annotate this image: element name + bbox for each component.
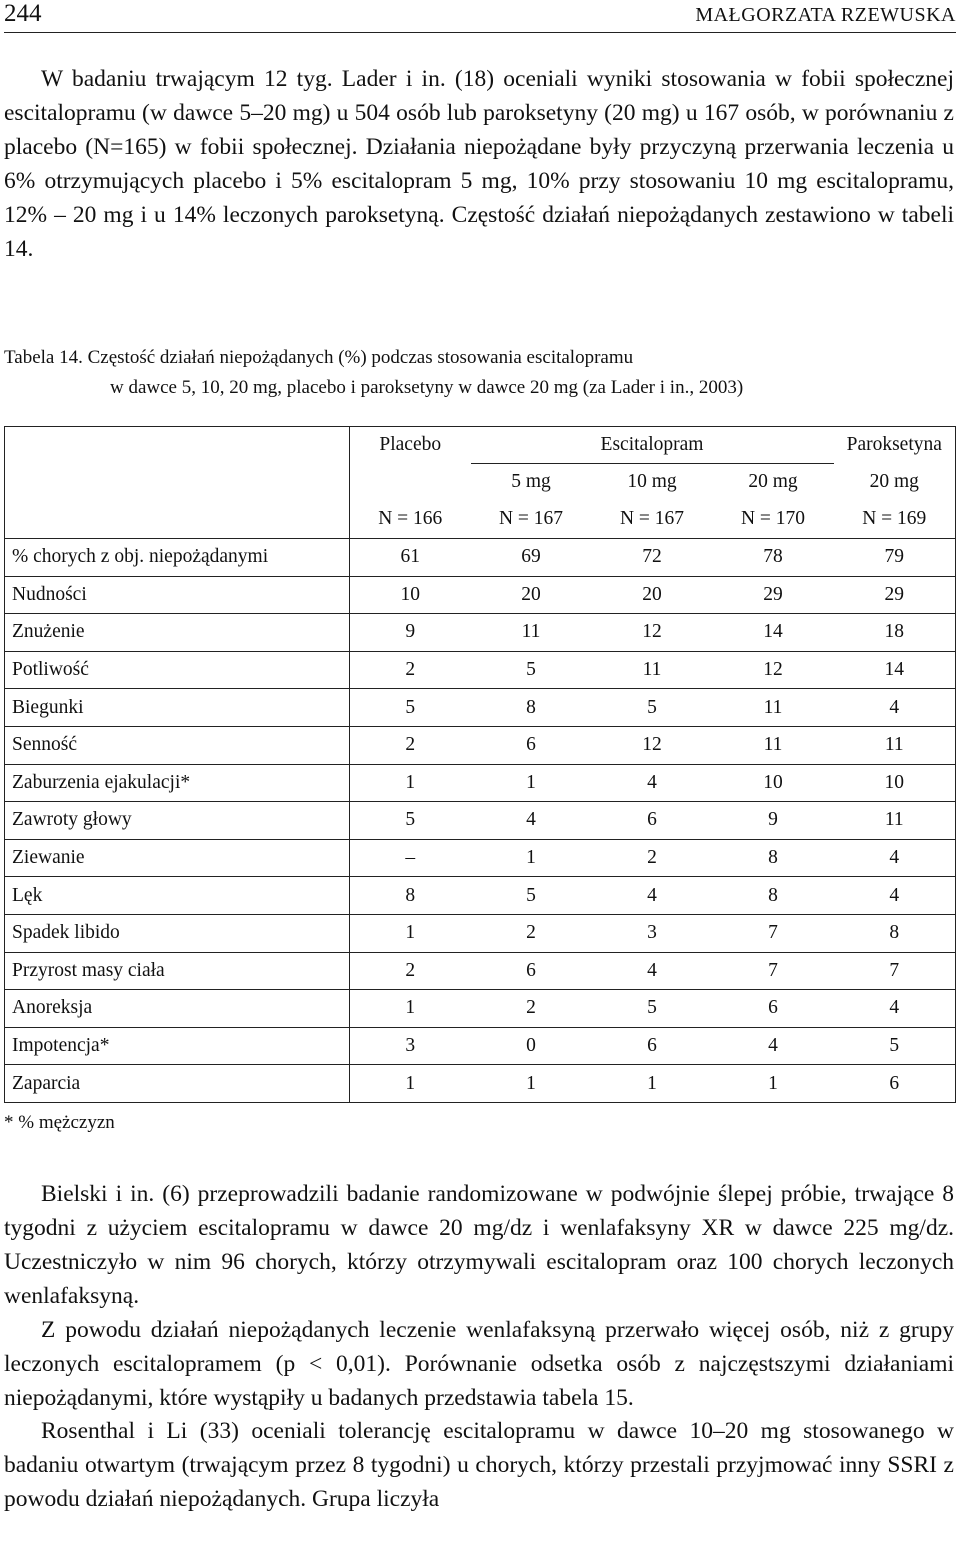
table-cell: 7	[834, 952, 956, 990]
header-dose-10mg: 10 mg	[592, 464, 713, 501]
table-footnote: * % mężczyzn	[4, 1112, 115, 1133]
table-row	[5, 651, 956, 689]
table-cell: 2	[350, 952, 471, 990]
table-cell: 29	[834, 576, 956, 614]
table-cell: 78	[713, 539, 834, 577]
row-label: Potliwość	[5, 651, 350, 689]
table-caption-line-2: w dawce 5, 10, 20 mg, placebo i paroksetyny w dawce 20 mg (za Lader i in., 2003)	[110, 377, 744, 398]
table-cell: 8	[350, 877, 471, 915]
table-cell: 1	[350, 1065, 471, 1103]
header-empty-cell	[5, 427, 350, 539]
table-row	[5, 764, 956, 802]
row-label: Lęk	[5, 877, 350, 915]
row-label: Zaparcia	[5, 1065, 350, 1103]
row-label: Nudności	[5, 576, 350, 614]
table-cell: 5	[350, 689, 471, 727]
table-cell: 12	[592, 614, 713, 652]
table-cell: 6	[592, 802, 713, 840]
table-row	[5, 689, 956, 727]
row-label: Anoreksja	[5, 990, 350, 1028]
adverse-events-table	[4, 426, 956, 1103]
table-cell: 1	[592, 1065, 713, 1103]
table-cell: 69	[471, 539, 592, 577]
table-cell: 4	[592, 877, 713, 915]
table-cell: 1	[350, 990, 471, 1028]
row-label: Ziewanie	[5, 839, 350, 877]
table-cell: 72	[592, 539, 713, 577]
table-cell: 7	[713, 952, 834, 990]
table-cell: 20	[471, 576, 592, 614]
table-cell: 6	[471, 952, 592, 990]
table-cell: 11	[834, 726, 956, 764]
table-cell: 1	[471, 839, 592, 877]
table-cell: 11	[713, 726, 834, 764]
table-row	[5, 576, 956, 614]
table-cell: 2	[350, 651, 471, 689]
row-label: Zawroty głowy	[5, 802, 350, 840]
paragraph-1: W badaniu trwającym 12 tyg. Lader i in. (18) oceniali wyniki stosowania w fobii społecznej escitalopramu (w dawce 5–20 mg) u 504 osób lub paroksetyny (20 mg) u 167 osób, w porównaniu z placebo (N=165) w fobii społecznej. Działania niepożądane były przyczyną przerwania leczenia u 6% otrzymujących placebo i 5% escitalopram 5 mg, 10% przy stosowaniu 10 mg escitalopramu, 12% – 20 mg i u 14% leczonych paroksetyną. Częstość działań niepożądanych zestawiono w tabeli 14.	[4, 66, 954, 262]
table-caption	[4, 343, 954, 403]
table-cell: 4	[592, 952, 713, 990]
table-cell: 10	[713, 764, 834, 802]
table-cell: 79	[834, 539, 956, 577]
table-cell: 10	[834, 764, 956, 802]
table-cell: 6	[713, 990, 834, 1028]
table-cell: 4	[834, 877, 956, 915]
row-label: % chorych z obj. niepożądanymi	[5, 539, 350, 577]
row-label: Zaburzenia ejakulacji*	[5, 764, 350, 802]
table-cell: 29	[713, 576, 834, 614]
table-cell: 2	[350, 726, 471, 764]
row-label: Senność	[5, 726, 350, 764]
table-cell: 5	[592, 689, 713, 727]
table-cell: 11	[471, 614, 592, 652]
table-cell: 3	[592, 914, 713, 952]
table-cell: 4	[834, 990, 956, 1028]
table-cell: 5	[592, 990, 713, 1028]
table-cell: 11	[834, 802, 956, 840]
table-cell: 1	[350, 914, 471, 952]
table-cell: 18	[834, 614, 956, 652]
table-row	[5, 614, 956, 652]
row-label: Znużenie	[5, 614, 350, 652]
table-cell: 4	[592, 764, 713, 802]
table-cell: 12	[592, 726, 713, 764]
table-cell: 1	[471, 1065, 592, 1103]
table-cell: 6	[471, 726, 592, 764]
table-cell: 1	[350, 764, 471, 802]
table-cell: 8	[713, 839, 834, 877]
table-cell: 6	[592, 1027, 713, 1065]
table-cell: 14	[713, 614, 834, 652]
table-cell: 12	[713, 651, 834, 689]
table-cell: 2	[471, 990, 592, 1028]
table-cell: 4	[834, 839, 956, 877]
table-cell: 0	[471, 1027, 592, 1065]
table-row	[5, 802, 956, 840]
running-header	[4, 0, 956, 33]
table-row	[5, 914, 956, 952]
header-n-esc10: N = 167	[619, 508, 685, 529]
table-cell: 4	[834, 689, 956, 727]
page-number: 244	[4, 0, 42, 27]
header-n-esc20: N = 170	[740, 508, 806, 529]
table-row	[5, 539, 956, 577]
row-label: Spadek libido	[5, 914, 350, 952]
header-paroksetyna: Paroksetyna	[846, 434, 942, 456]
row-label: Przyrost masy ciała	[5, 952, 350, 990]
table-row	[5, 952, 956, 990]
table-cell: 4	[713, 1027, 834, 1065]
table-cell: 11	[592, 651, 713, 689]
table-cell: 10	[350, 576, 471, 614]
table-cell: 5	[471, 651, 592, 689]
table-cell: 7	[713, 914, 834, 952]
table-cell: 8	[471, 689, 592, 727]
running-head-author: MAŁGORZATA RZEWUSKA	[695, 4, 956, 26]
table-cell: 8	[713, 877, 834, 915]
table-cell: 1	[471, 764, 592, 802]
table-row	[5, 839, 956, 877]
paragraph-2: Bielski i in. (6) przeprowadzili badanie randomizowane w podwójnie ślepej próbie, trwające 8 tygodni z użyciem escitalopramu w dawce 20 mg/dz i wenlafaksyny XR w dawce 225 mg/dz. Uczestniczyło w nim 96 chorych, którzy otrzymywali escitalopram oraz 100 chorych leczonych wenlafaksyną.	[4, 1181, 954, 1309]
table-cell: 4	[471, 802, 592, 840]
header-dose-5mg: 5 mg	[471, 464, 592, 501]
header-n-placebo: N = 166	[378, 508, 443, 529]
table-row	[5, 726, 956, 764]
table-cell: 20	[592, 576, 713, 614]
table-cell: 5	[834, 1027, 956, 1065]
table-row	[5, 877, 956, 915]
table-cell: 14	[834, 651, 956, 689]
header-row-groups	[5, 427, 956, 464]
table-cell: 5	[350, 802, 471, 840]
table-cell: 3	[350, 1027, 471, 1065]
header-n-esc5: N = 167	[498, 508, 564, 529]
header-n-parox: N = 169	[862, 508, 927, 529]
header-dose-20mg: 20 mg	[713, 464, 834, 501]
row-label: Biegunki	[5, 689, 350, 727]
table-cell: 9	[713, 802, 834, 840]
table-cell: 6	[834, 1065, 956, 1103]
table-cell: 5	[471, 877, 592, 915]
header-dose-empty	[350, 464, 471, 501]
table-cell: 61	[350, 539, 471, 577]
table-cell: 2	[471, 914, 592, 952]
table-row	[5, 990, 956, 1028]
table-cell: 11	[713, 689, 834, 727]
table-cell: 8	[834, 914, 956, 952]
table-caption-line-1: Tabela 14. Częstość działań niepożądanych (%) podczas stosowania escitalopramu	[4, 347, 634, 368]
row-label: Impotencja*	[5, 1027, 350, 1065]
table-row	[5, 1065, 956, 1103]
table-cell: 2	[592, 839, 713, 877]
header-placebo: Placebo	[379, 434, 442, 456]
table-cell: 9	[350, 614, 471, 652]
paragraph-4: Rosenthal i Li (33) oceniali tolerancję escitalopramu w dawce 10–20 mg stosowanego w badaniu otwartym (trwającym przez 8 tygodni) u chorych, którzy przestali przyjmować inny SSRI z powodu działań niepożądanych. Grupa liczyła	[4, 1418, 954, 1512]
header-escitalopram: Escitalopram	[600, 434, 704, 455]
table-row	[5, 1027, 956, 1065]
table-cell: –	[350, 839, 471, 877]
header-dose-parox-20mg: 20 mg	[869, 470, 919, 492]
paragraph-3: Z powodu działań niepożądanych leczenie wenlafaksyną przerwało więcej osób, niż z grupy leczonych escitalopramem (p < 0,01). Porównanie odsetka osób z najczęstszymi działaniami niepożądanymi, które wystąpiły u badanych przedstawia tabela 15.	[4, 1317, 954, 1411]
table-cell: 1	[713, 1065, 834, 1103]
